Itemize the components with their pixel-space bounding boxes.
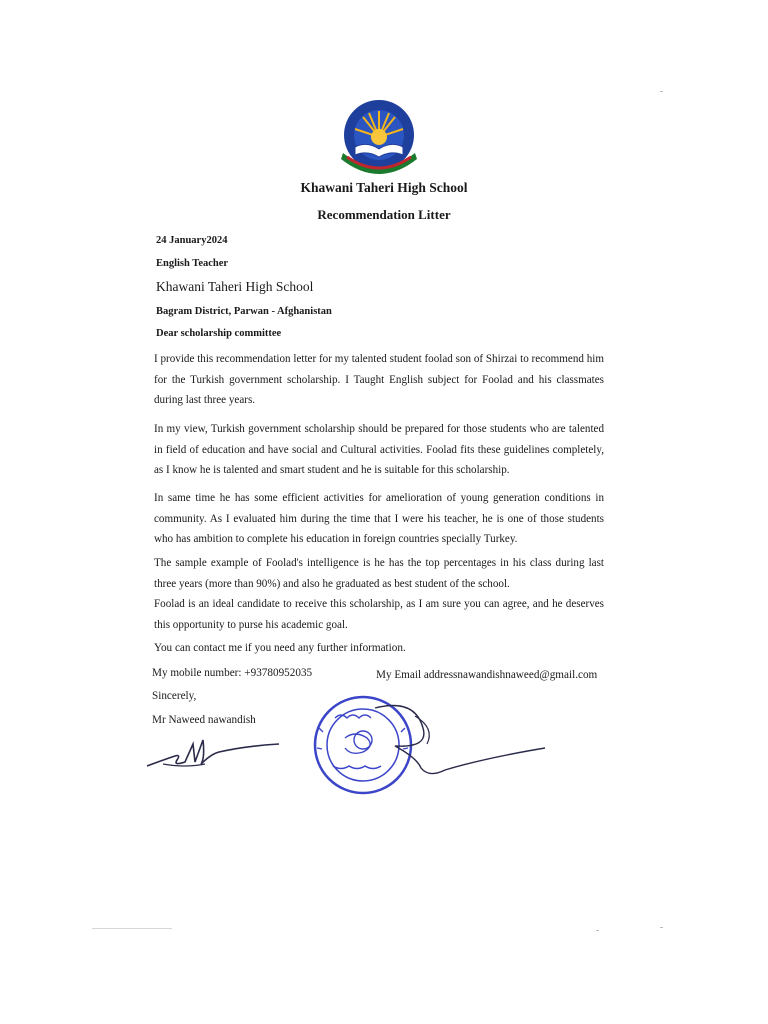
- sender-position: English Teacher: [156, 258, 229, 269]
- closing: Sincerely,: [152, 690, 197, 702]
- body-paragraph-5: Foolad is an ideal candidate to receive this scholarship, as I am sure you can agree, and he deserves this opportunity to purse his academic goal.: [154, 598, 604, 631]
- salutation: Dear scholarship committee: [156, 328, 282, 339]
- body-paragraph-2: In my view, Turkish government scholarship should be prepared for those students who are talented in field of education and have social and Cultural activities. Foolad fits these guidelines completely, as I know he is talented and smart student and he is suitable for this scholarship.: [154, 423, 604, 476]
- school-name-heading: Khawani Taheri High School: [300, 180, 468, 195]
- mobile-number: My mobile number: +93780952035: [152, 667, 313, 679]
- letter-date: 24 January2024: [156, 235, 228, 246]
- body-paragraph-3: In same time he has some efficient activities for amelioration of young generation conditions in community. As I evaluated him during the time that I were his teacher, he is one of those students who has ambition to complete his education in foreign countries specially Turkey.: [154, 492, 604, 545]
- document-title: Recommendation Litter: [317, 207, 451, 222]
- contact-line: You can contact me if you need any further information.: [154, 642, 406, 654]
- scan-speck: [660, 927, 663, 928]
- sender-school: Khawani Taheri High School: [156, 279, 314, 294]
- official-stamp-icon: [305, 688, 555, 803]
- body-paragraph-1: I provide this recommendation letter for my talented student foolad son of Shirzai to recommend him for the Turkish government scholarship. I Taught English subject for Foolad and his classmates during last three years.: [154, 353, 604, 406]
- body-paragraph-4: The sample example of Foolad's intelligence is he has the top percentages in his class during last three years (more than 90%) and also he graduated as best student of the school.: [154, 557, 604, 590]
- email-address: My Email addressnawandishnaweed@gmail.com: [376, 669, 598, 681]
- sender-address: Bagram District, Parwan - Afghanistan: [156, 306, 332, 317]
- signer-name: Mr Naweed nawandish: [152, 714, 256, 726]
- footer-divider: [92, 928, 172, 929]
- scan-speck: [596, 930, 599, 931]
- school-logo-icon: [333, 97, 425, 183]
- scan-speck: [660, 91, 663, 92]
- signature-icon: [145, 730, 285, 775]
